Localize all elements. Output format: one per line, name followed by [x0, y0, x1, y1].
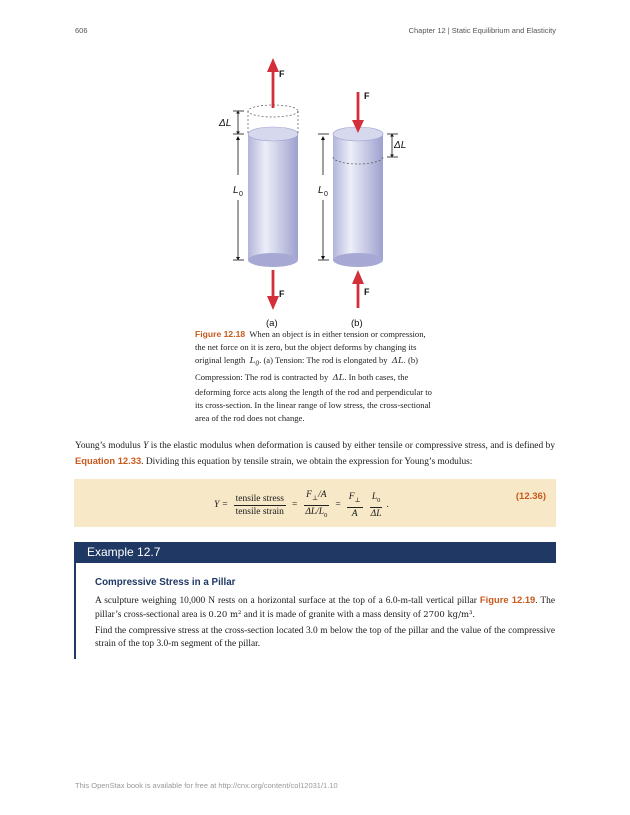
fraction-4: $\frac{L_0}{\Delta L}$: [370, 491, 382, 519]
symbol-Y: Y: [143, 441, 149, 451]
figure-caption: [195, 328, 435, 425]
label-delta-L-b: ΔL: [394, 140, 407, 151]
rod-b: [333, 127, 383, 267]
math-delta-L-2: ΔL: [332, 373, 345, 384]
caption-text-4: . In both cases, the deforming force acts along the length of the rod and perpendicular to its cross-section. In the linear range of low stress, the cross-sectional area of the rod does not change.: [195, 372, 432, 423]
label-F-b-top: F: [364, 91, 370, 101]
label-L0-b: L: [318, 185, 324, 196]
equation: Y = $\frac{\text{tensile stress}}{\text{tensile strain}}$ = $\frac{F_\perp/A}{\Delta L/L_0}$ = $\frac{F_\perp}{A}$ $\frac{L_0}{\Delta L}$ .: [214, 489, 389, 522]
example-subtitle: Compressive Stress in a Pillar: [95, 577, 236, 588]
label-L0-a: L: [233, 185, 239, 196]
math-L: $L_0$: [249, 356, 260, 369]
body-paragraph: Young’s modulus Y is the elastic modulus when deformation is caused by either tensile or compressive stress, and is defined by Equation 12.33. Dividing this equation by tensile strain, we obtain the expression for Young’s modulus:: [75, 441, 556, 467]
caption-text-1: When an object is in either tension or compression, the net force on it is zero, but the object deforms by changing its original length: [195, 329, 426, 366]
equation-number: (12.36): [515, 491, 546, 502]
example-header: [74, 542, 556, 563]
rod-a: [248, 105, 298, 267]
example-paragraph-2: Find the compressive stress at the cross-section located 3.0 m below the top of the pillar and the value of the compressive strain of the top 3.0-m segment of the pillar.: [95, 626, 555, 650]
math-delta-L-1: ΔL: [391, 356, 404, 367]
label-L0-b-sub: 0: [324, 191, 328, 198]
fraction-2: $\frac{F_\perp/A}{\Delta L/L_0}$: [305, 490, 328, 519]
example-paragraph-1: A sculpture weighing 10,000 N rests on a horizontal surface at the top of a 6.0-m-tall vertical pillar Figure 12.19. The pillar’s cross-sectional area is 0.20 m² and it is made of granite with a mass density of 2700 kg/m³.: [95, 594, 556, 620]
caption-text-2: . (a) Tension: The rod is elongated by: [259, 355, 388, 366]
equation-box: [74, 479, 556, 527]
caption-text-3: . (b) Compression: The rod is contracted by: [195, 355, 418, 383]
example-body: [74, 563, 558, 659]
equation-link[interactable]: Equation 12.33: [75, 454, 142, 466]
fraction-3: $\frac{F_\perp}{A}$: [348, 491, 361, 519]
figure-label: Figure 12.18: [195, 329, 246, 339]
example-title: Example 12.7: [87, 545, 161, 559]
label-F-a-bottom: F: [279, 289, 285, 299]
area-value: 0.20 m²: [208, 610, 242, 620]
footer-text: This OpenStax book is available for free at http://cnx.org/content/col12031/1.10: [75, 781, 338, 790]
force-arrow-up-a: [267, 58, 279, 108]
force-arrow-up-b: [352, 270, 364, 308]
chapter-title: Chapter 12 | Static Equilibrium and Elasticity: [408, 26, 556, 35]
label-L0-a-sub: 0: [239, 191, 243, 198]
force-arrow-down-a: [267, 270, 279, 310]
fraction-1: $\frac{\text{tensile stress}}{\text{tensile strain}}$: [235, 493, 284, 517]
label-F-a-top: F: [279, 69, 285, 79]
density-value: 2700 kg/m³: [423, 610, 473, 620]
figure-link[interactable]: Figure 12.19: [479, 594, 536, 605]
label-a: (a): [266, 318, 278, 329]
page-number: 606: [75, 26, 88, 35]
label-delta-L-a: ΔL: [219, 118, 232, 129]
label-b: (b): [351, 318, 363, 329]
label-F-b-bottom: F: [364, 287, 370, 297]
figure-rods: [195, 50, 425, 330]
